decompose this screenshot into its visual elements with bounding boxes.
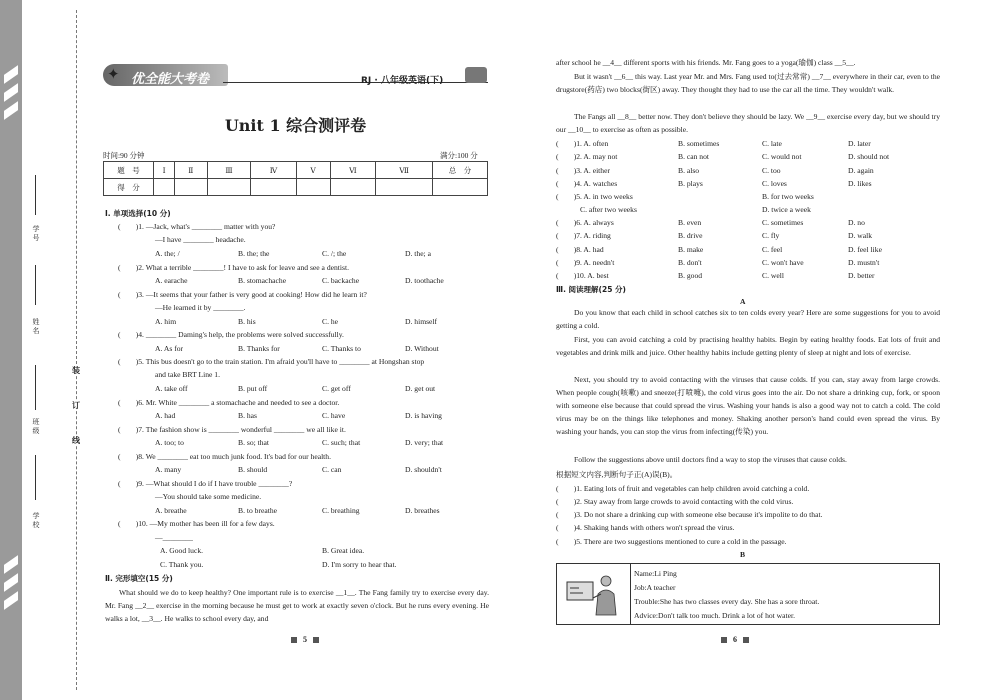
page-header [103, 62, 488, 90]
option: D. toothache [405, 276, 444, 285]
option: B. so; that [238, 438, 270, 447]
score-table [103, 161, 488, 196]
score-row-label: 得 分 [104, 179, 154, 196]
question-text: ( )4. ________ Daming's help, the problems were solved successfully. [118, 330, 344, 339]
score-header-cell: Ⅵ [330, 162, 375, 179]
cloze-option: ( )10. A. best [556, 271, 609, 280]
cloze-option: ( )3. A. either [556, 166, 610, 175]
cloze-option: D. twice a week [762, 205, 811, 214]
reading-paragraph: Follow the suggestions above until doctors find a way to stop the viruses that cause colds. [574, 455, 847, 464]
question-text: ( )8. We ________ eat too much junk food. It's bad for our health. [118, 452, 331, 461]
option: C. such; that [322, 438, 361, 447]
question-text: ( )7. The fashion show is ________ wonderful ________ we all like it. [118, 425, 346, 434]
score-header-cell: 总 分 [433, 162, 488, 179]
strip-stripe [4, 591, 18, 610]
cloze-option: D. walk [848, 231, 873, 240]
cloze-option: B. good [678, 271, 703, 280]
score-cell[interactable] [330, 179, 375, 196]
cloze-option: C. feel [762, 245, 783, 254]
logo-swirl-icon: ✦ [107, 67, 120, 83]
info-card [556, 563, 940, 625]
score-cell[interactable] [207, 179, 251, 196]
strip-stripe [4, 555, 18, 574]
binding-strip [0, 0, 22, 700]
cloze-option: D. feel like [848, 245, 882, 254]
reading-paragraph: First, you can avoid catching a cold by practising healthy habits. Begin by eating healthy foods. Eat lots of fruit and vegetables and drink milk and juice. Other healthy habits include getting plenty of sleep at night and lots of exercise. [556, 335, 940, 357]
option: C. can [322, 465, 342, 474]
card-divider [630, 564, 631, 624]
option: C. /; the [322, 249, 347, 258]
question-text: ( )5. This bus doesn't go to the train station. I'm afraid you'll have to ________ at Hongshan stop [118, 357, 425, 366]
option: D. get out [405, 384, 436, 393]
class-label: 班级 [32, 418, 40, 435]
cloze-paragraph: The Fangs all __8__ better now. They don't believe they should be lazy. We __9__ exercise every day, but we should try our __10__ to exercise as often as possible. [556, 112, 940, 134]
cloze-option: ( )5. A. in two weeks [556, 192, 633, 201]
option: A. earache [155, 276, 188, 285]
cloze-option: C. after two weeks [580, 205, 637, 214]
question-text: and take BRT Line 1. [155, 370, 220, 379]
option: D. is having [405, 411, 442, 420]
tf-question: ( )5. There are two suggestions mentioned to cure a cold in the passage. [556, 537, 787, 546]
option: B. to breathe [238, 506, 278, 515]
question-text: —I have ________ headache. [155, 235, 246, 244]
option: C. have [322, 411, 346, 420]
cloze-option: B. even [678, 218, 702, 227]
question-text: ( )3. —It seems that your father is very good at cooking! How did he learn it? [118, 290, 367, 299]
option: D. breathes [405, 506, 440, 515]
cloze-option: ( )7. A. riding [556, 231, 611, 240]
reading-paragraph: Next, you should try to avoid contacting with the viruses that cause colds. If you can, stay away from large crowds. When people cough(咳嗽) and sneeze(打喷嚏), the cold virus goes into the air. Do not share a drinking cup, fork, or spoon with someone else because that could spread the virus. Washing your hands is also a good way not to catch a cold. The cold virus may be on the things like telephones and money. Shaking another person's hand could even spread the virus. By washing your hands, you can stop the virus from infecting(传染) you. [556, 375, 940, 436]
binding-dashline [76, 10, 77, 690]
page-number: 6 [715, 635, 755, 644]
option: B. Great idea. [322, 546, 365, 555]
header-tab [465, 67, 487, 83]
footer-square [291, 637, 297, 643]
option: B. the; the [238, 249, 270, 258]
option: D. shouldn't [405, 465, 442, 474]
exam-time: 时间:90 分钟 [103, 151, 145, 160]
option: A. had [155, 411, 176, 420]
question-text: —You should take some medicine. [155, 492, 262, 501]
option: B. Thanks for [238, 344, 280, 353]
option: A. take off [155, 384, 188, 393]
cloze-option: ( )4. A. watches [556, 179, 618, 188]
tf-question: ( )1. Eating lots of fruit and vegetables can help children avoid catching a cold. [556, 484, 810, 493]
option: D. the; a [405, 249, 431, 258]
question-text: ( )2. What a terrible ________! I have to ask for leave and see a dentist. [118, 263, 349, 272]
option: B. put off [238, 384, 268, 393]
strip-stripe [4, 65, 18, 84]
option: D. Without [405, 344, 439, 353]
name-label: 姓名 [32, 318, 40, 335]
cloze-option: ( )6. A. always [556, 218, 614, 227]
footer-square [313, 637, 319, 643]
passage-label: A [740, 297, 746, 306]
field-line [35, 365, 36, 410]
page-number: 5 [285, 635, 325, 644]
cloze-option: B. for two weeks [762, 192, 814, 201]
option: C. breathing [322, 506, 360, 515]
binding-word: 装 [72, 366, 80, 375]
field-line [35, 175, 36, 215]
option: A. the; / [155, 249, 180, 258]
cloze-option: D. better [848, 271, 875, 280]
question-text: ( )6. Mr. White ________ a stomachache and needed to see a doctor. [118, 398, 340, 407]
cloze-option: C. won't have [762, 258, 804, 267]
cloze-option: C. late [762, 139, 782, 148]
score-cell[interactable] [376, 179, 433, 196]
question-text: ( )9. —What should I do if I have trouble ________? [118, 479, 293, 488]
question-text: ( )1. —Jack, what's ________ matter with you? [118, 222, 276, 231]
score-header-cell: Ⅱ [175, 162, 207, 179]
score-header-cell: Ⅳ [251, 162, 296, 179]
option: D. I'm sorry to hear that. [322, 560, 397, 569]
question-text: ( )10. —My mother has been ill for a few days. [118, 519, 275, 528]
cloze-option: D. mustn't [848, 258, 880, 267]
option: C. Thank you. [160, 560, 204, 569]
footer-square [743, 637, 749, 643]
field-line [35, 265, 36, 305]
card-advice: Advice:Don't talk too much. Drink a lot of hot water. [634, 611, 796, 620]
cloze-option: B. also [678, 166, 700, 175]
option: D. very; that [405, 438, 444, 447]
field-line [35, 455, 36, 500]
score-cell[interactable] [251, 179, 296, 196]
option: A. him [155, 317, 177, 326]
tf-question: ( )2. Stay away from large crowds to avoid contacting with the cold virus. [556, 497, 794, 506]
option: B. should [238, 465, 268, 474]
cloze-option: B. don't [678, 258, 702, 267]
teacher-illustration-icon [565, 572, 620, 617]
header-grade: RJ · 八年级英语(下) [361, 76, 444, 86]
card-trouble: Trouble:She has two classes every day. She has a sore throat. [634, 597, 820, 606]
logo-text: 优全能大考卷 [131, 72, 210, 87]
strip-stripe [4, 101, 18, 120]
option: A. many [155, 465, 182, 474]
cloze-option: C. sometimes [762, 218, 804, 227]
question-text: —He learned it by ________. [155, 303, 246, 312]
tf-question: ( )4. Shaking hands with others won't spread the virus. [556, 523, 735, 532]
cloze-paragraph: But it wasn't __6__ this way. Last year Mr. and Mrs. Fang used to(过去常常) __7__ everywhere in their car, even to the drugstore(药店) two blocks(街区) away. They thought they had to use the car all the time. They wouldn't walk. [556, 72, 940, 94]
cloze-option: C. would not [762, 152, 802, 161]
cloze-option: D. likes [848, 179, 872, 188]
score-cell[interactable] [154, 179, 175, 196]
binding-word: 订 [72, 401, 80, 410]
score-cell[interactable] [433, 179, 488, 196]
option: A. As for [155, 344, 184, 353]
section-heading: Ⅲ. 阅读理解(25 分) [556, 285, 626, 294]
card-name: Name:Li Ping [634, 569, 677, 578]
option: B. stomachache [238, 276, 287, 285]
score-cell[interactable] [175, 179, 207, 196]
strip-stripe [4, 573, 18, 592]
question-text: —________ [155, 533, 193, 542]
score-header-cell: Ⅲ [207, 162, 251, 179]
cloze-option: C. well [762, 271, 784, 280]
binding-word: 线 [72, 436, 80, 445]
cloze-option: ( )2. A. may not [556, 152, 618, 161]
cloze-paragraph: after school he __4__ different sports with his friends. Mr. Fang goes to a yoga(瑜伽) class __5__. [556, 58, 856, 67]
score-cell[interactable] [296, 179, 330, 196]
header-rule [223, 82, 488, 83]
page-title: Unit 1 综合测评卷 [224, 116, 367, 135]
cloze-option: B. can not [678, 152, 710, 161]
strip-stripe [4, 83, 18, 102]
score-header-cell: 题 号 [104, 162, 154, 179]
cloze-option: C. loves [762, 179, 787, 188]
cloze-option: ( )8. A. had [556, 245, 604, 254]
tf-question: ( )3. Do not share a drinking cup with someone else because it's impolite to do that. [556, 510, 823, 519]
full-score: 满分:100 分 [440, 151, 478, 160]
cloze-paragraph: What should we do to keep healthy? One important rule is to exercise __1__. The Fang family try to exercise every day. Mr. Fang __2__ exercise in the morning because he must get to work at exactly seven o'clock. But he runs every evening. He walks a lot, __3__. He walks to school every day, and [105, 588, 489, 623]
option: D. himself [405, 317, 438, 326]
option: A. Good luck. [160, 546, 204, 555]
cloze-option: C. too [762, 166, 781, 175]
cloze-option: D. no [848, 218, 865, 227]
reading-paragraph: Do you know that each child in school catches six to ten colds every year? Here are some suggestions for you to avoid getting a cold. [556, 308, 940, 330]
section-heading: Ⅱ. 完形填空(15 分) [105, 574, 173, 583]
cloze-option: B. drive [678, 231, 703, 240]
cloze-option: D. again [848, 166, 874, 175]
cloze-option: B. sometimes [678, 139, 720, 148]
footer-square [721, 637, 727, 643]
section-heading: Ⅰ. 单项选择(10 分) [105, 209, 171, 218]
option: A. too; to [155, 438, 184, 447]
school-label: 学校 [32, 512, 40, 529]
option: B. his [238, 317, 256, 326]
cloze-option: D. should not [848, 152, 890, 161]
option: C. Thanks to [322, 344, 361, 353]
option: C. get off [322, 384, 351, 393]
cloze-option: ( )1. A. often [556, 139, 609, 148]
option: B. has [238, 411, 257, 420]
score-header-cell: Ⅰ [154, 162, 175, 179]
card-job: Job:A teacher [634, 583, 676, 592]
instruction: 根据短文内容,判断句子正(A)误(B)。 [556, 470, 678, 479]
option: A. breathe [155, 506, 187, 515]
cloze-option: B. make [678, 245, 704, 254]
option: C. backache [322, 276, 360, 285]
cloze-option: ( )9. A. needn't [556, 258, 615, 267]
passage-label: B [740, 550, 746, 559]
score-header-cell: Ⅴ [296, 162, 330, 179]
logo [103, 64, 228, 86]
cloze-option: C. fly [762, 231, 780, 240]
cloze-option: B. plays [678, 179, 703, 188]
score-header-cell: Ⅶ [376, 162, 433, 179]
option: C. he [322, 317, 339, 326]
cloze-option: D. later [848, 139, 871, 148]
student-id-label: 学号 [32, 225, 40, 242]
